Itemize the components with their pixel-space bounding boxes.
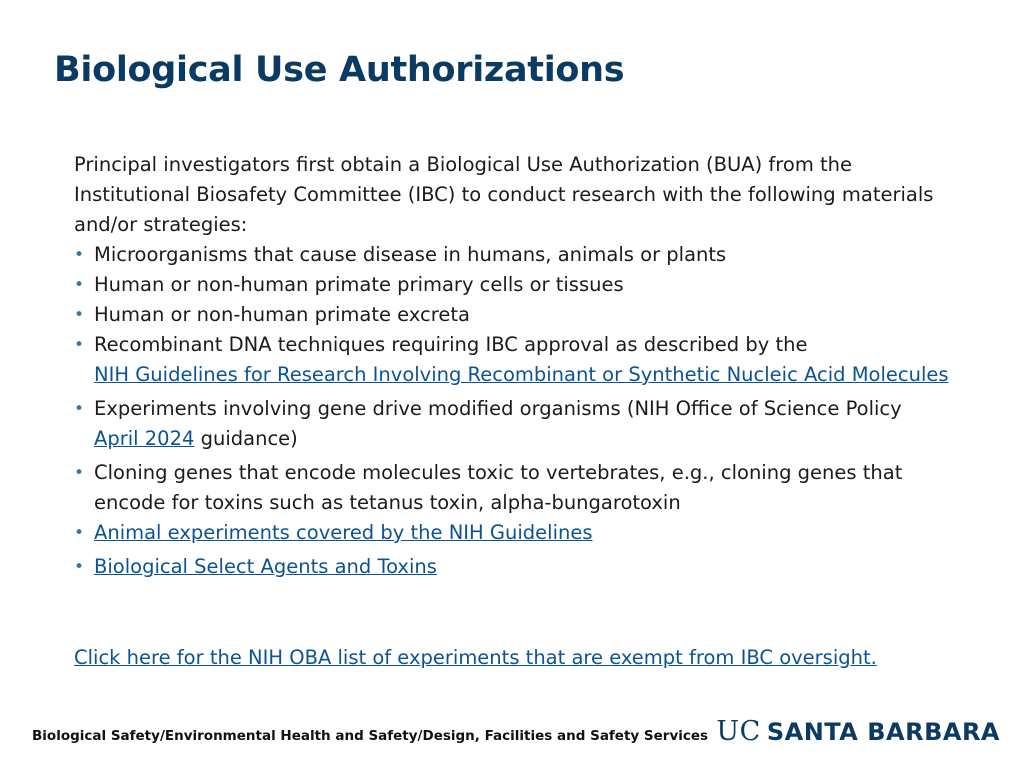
april-2024-link[interactable]: April 2024 xyxy=(94,427,195,450)
bullet-icon: • xyxy=(74,399,85,419)
nih-guidelines-link[interactable]: NIH Guidelines for Research Involving Recombinant or Synthetic Nucleic Acid Molecules xyxy=(94,363,949,386)
list-item-text: Experiments involving gene drive modified organisms (NIH Office of Science Policy xyxy=(94,397,902,420)
bullet-icon: • xyxy=(74,275,85,295)
list-item-microorganisms xyxy=(74,240,974,270)
list-item-cloning-toxins xyxy=(74,458,974,518)
list-item-excreta xyxy=(74,300,974,330)
intro-paragraph: Principal investigators first obtain a Biological Use Authorization (BUA) from the Institutional Biosafety Committee (IBC) to conduct research with the following materials and/or strategies: xyxy=(74,153,934,236)
bullet-icon: • xyxy=(74,305,85,325)
list-item-animal-experiments xyxy=(74,518,974,548)
bullet-icon: • xyxy=(74,245,85,265)
bullet-icon: • xyxy=(74,557,85,577)
animal-experiments-link[interactable]: Animal experiments covered by the NIH Guidelines xyxy=(94,521,593,544)
list-item-text: Microorganisms that cause disease in humans, animals or plants xyxy=(94,243,727,266)
list-item-text: Human or non-human primate excreta xyxy=(94,303,470,326)
exempt-experiments-link[interactable]: Click here for the NIH OBA list of experiments that are exempt from IBC oversight. xyxy=(74,646,877,669)
logo-uc: UC xyxy=(716,716,761,747)
select-agents-link[interactable]: Biological Select Agents and Toxins xyxy=(94,555,437,578)
bullet-icon: • xyxy=(74,335,85,355)
ucsb-logo xyxy=(716,716,1000,747)
footer-text: Biological Safety/Environmental Health and Safety/Design, Facilities and Safety Services xyxy=(32,728,709,744)
list-item-text: Cloning genes that encode molecules toxic to vertebrates, e.g., cloning genes that encode for toxins such as tetanus toxin, alpha-bungarotoxin xyxy=(94,461,903,514)
list-item-text: Human or non-human primate primary cells or tissues xyxy=(94,273,624,296)
list-item-recombinant-dna xyxy=(74,330,974,390)
page-title: Biological Use Authorizations xyxy=(54,50,625,90)
list-item-primary-cells xyxy=(74,270,974,300)
list-item-text-suffix: guidance) xyxy=(200,427,298,450)
list-item-select-agents xyxy=(74,552,974,582)
bullet-icon: • xyxy=(74,523,85,543)
list-item-text: Recombinant DNA techniques requiring IBC approval as described by the xyxy=(94,333,808,356)
list-item-gene-drive xyxy=(74,394,974,454)
main-content xyxy=(74,150,974,582)
bullet-icon: • xyxy=(74,463,85,483)
logo-name: SANTA BARBARA xyxy=(766,718,1000,746)
materials-list xyxy=(74,240,974,582)
